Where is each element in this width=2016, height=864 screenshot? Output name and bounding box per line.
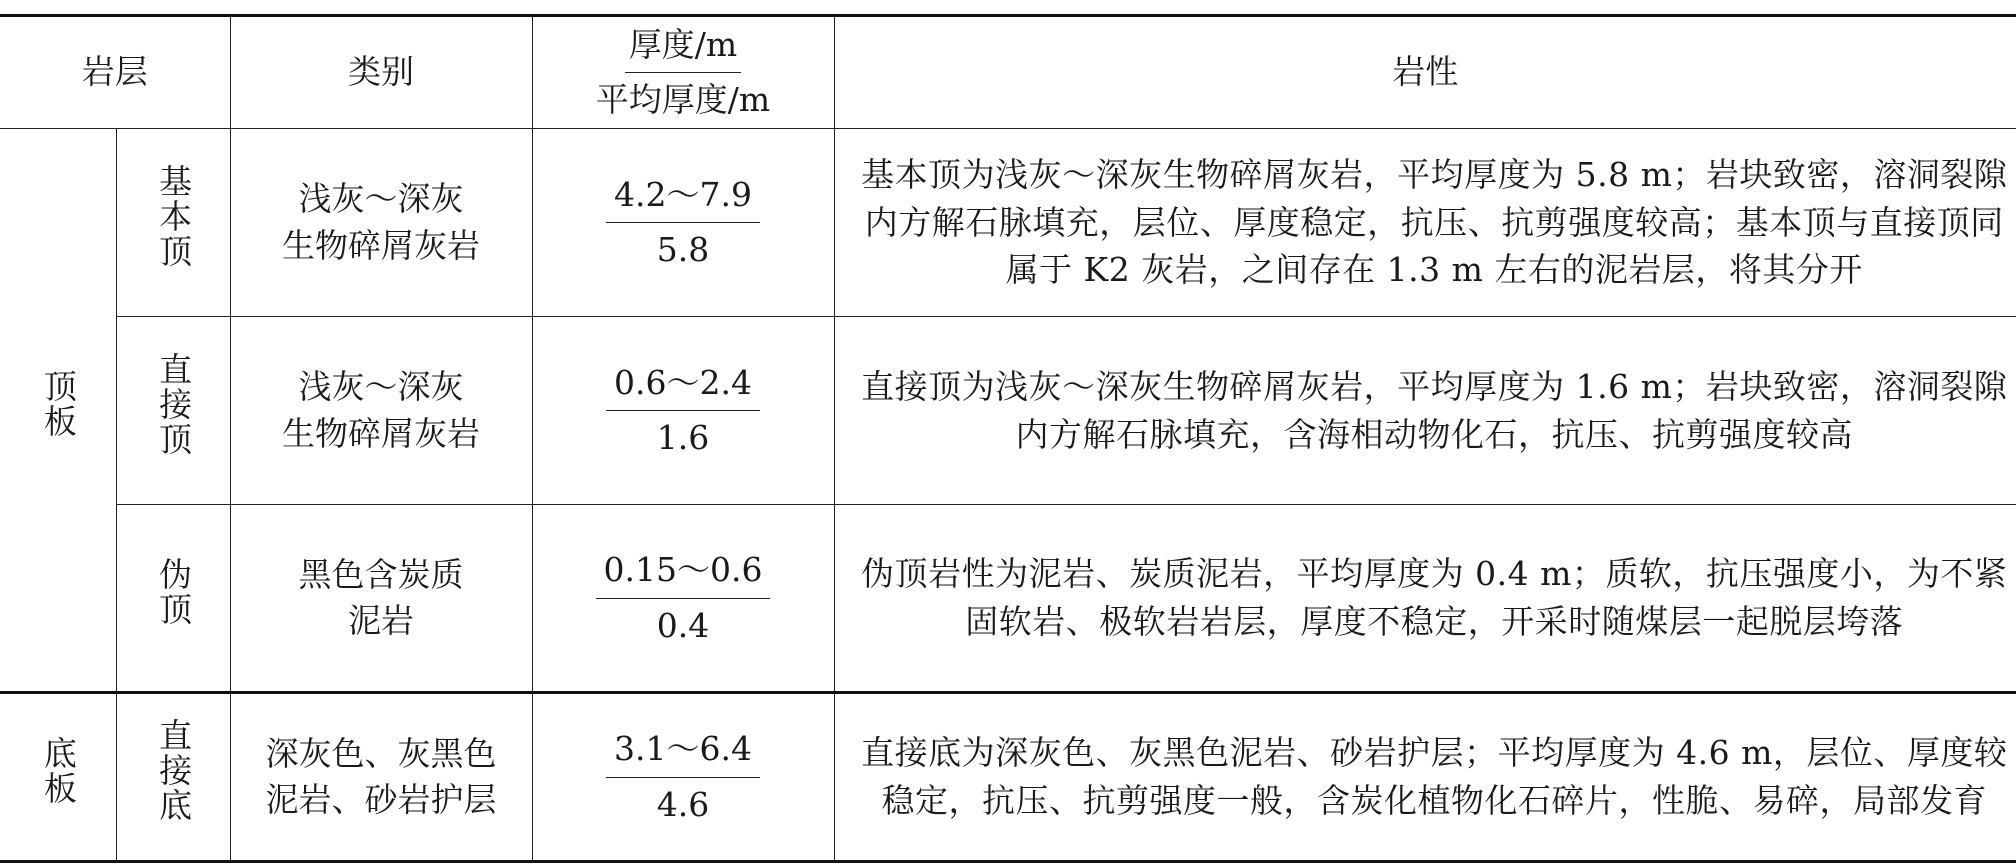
- category-line-1: 黑色含炭质: [298, 554, 464, 594]
- thickness-cell: [532, 129, 834, 317]
- sublayer-label: 伪顶: [154, 556, 194, 627]
- sublayer-label: 基本顶: [154, 163, 194, 269]
- sublayer-label: 直接底: [154, 718, 194, 824]
- category-line-2: 泥岩、砂岩护层: [265, 780, 497, 819]
- group-roof: [0, 129, 116, 693]
- category-line-1: 浅灰～深灰: [298, 367, 464, 407]
- thickness-fraction: [606, 726, 760, 827]
- sublayer-cell: [116, 129, 230, 317]
- thickness-cell: [532, 505, 834, 693]
- thickness-average: 4.6: [656, 784, 710, 824]
- lithology-description: 直接顶为浅灰～深灰生物碎屑灰岩，平均厚度为 1.6 m；岩块致密，溶洞裂隙内方解石脉填充，含海相动物化石，抗压、抗剪强度较高: [834, 317, 2016, 505]
- table-row: [0, 317, 2016, 505]
- thickness-average: 1.6: [656, 418, 710, 457]
- category-line-2: 生物碎屑灰岩: [282, 413, 480, 453]
- lithology-description: 直接底为深灰色、灰黑色泥岩、砂岩护层；平均厚度为 4.6 m，层位、厚度较稳定，抗压、抗剪强度一般，含炭化植物化石碎片，性脆、易碎，局部发育: [834, 693, 2016, 862]
- category-line-2: 泥岩: [348, 601, 414, 640]
- thickness-range: 4.2～7.9: [606, 172, 760, 223]
- thickness-cell: [532, 693, 834, 862]
- header-thickness: [532, 16, 834, 129]
- rock-strata-table: [0, 14, 2016, 863]
- header-layer: 岩层: [0, 16, 230, 129]
- table-row: [0, 129, 2016, 317]
- table-row: [0, 693, 2016, 862]
- thickness-average: 0.4: [656, 605, 710, 645]
- category-cell: [230, 505, 532, 693]
- thickness-average: 5.8: [656, 230, 710, 269]
- sublayer-cell: [116, 505, 230, 693]
- category-cell: [230, 129, 532, 317]
- table-row: [0, 505, 2016, 693]
- category-cell: [230, 317, 532, 505]
- category-cell: [230, 693, 532, 862]
- thickness-range: 0.6～2.4: [606, 360, 760, 411]
- thickness-cell: [532, 317, 834, 505]
- thickness-fraction: [596, 547, 771, 648]
- header-thickness-range-label: 厚度/m: [625, 22, 741, 73]
- header-category: 类别: [230, 16, 532, 129]
- group-roof-label: 顶板: [38, 368, 78, 439]
- category-line-1: 浅灰～深灰: [298, 179, 464, 219]
- lithology-description: 基本顶为浅灰～深灰生物碎屑灰岩，平均厚度为 5.8 m；岩块致密，溶洞裂隙内方解石脉填充，层位、厚度稳定，抗压、抗剪强度较高；基本顶与直接顶同属于 K2 灰岩，之间存在 1.3 m 左右的泥岩层，将其分开: [834, 129, 2016, 317]
- header-thickness-fraction: [592, 22, 774, 123]
- sublayer-label: 直接顶: [154, 351, 194, 457]
- category-line-2: 生物碎屑灰岩: [282, 225, 480, 265]
- lithology-description: 伪顶岩性为泥岩、炭质泥岩，平均厚度为 0.4 m；质软，抗压强度小，为不紧固软岩、极软岩岩层，厚度不稳定，开采时随煤层一起脱层垮落: [834, 505, 2016, 693]
- thickness-fraction: [606, 172, 760, 273]
- thickness-range: 3.1～6.4: [606, 726, 760, 777]
- thickness-fraction: [606, 360, 760, 461]
- group-floor-label: 底板: [38, 735, 78, 806]
- sublayer-cell: [116, 317, 230, 505]
- sublayer-cell: [116, 693, 230, 862]
- group-floor: [0, 693, 116, 862]
- table-header-row: [0, 16, 2016, 129]
- header-thickness-average-label: 平均厚度/m: [595, 80, 771, 119]
- category-line-1: 深灰色、灰黑色: [265, 733, 497, 773]
- thickness-range: 0.15～0.6: [596, 547, 771, 598]
- header-lithology: 岩性: [834, 16, 2016, 129]
